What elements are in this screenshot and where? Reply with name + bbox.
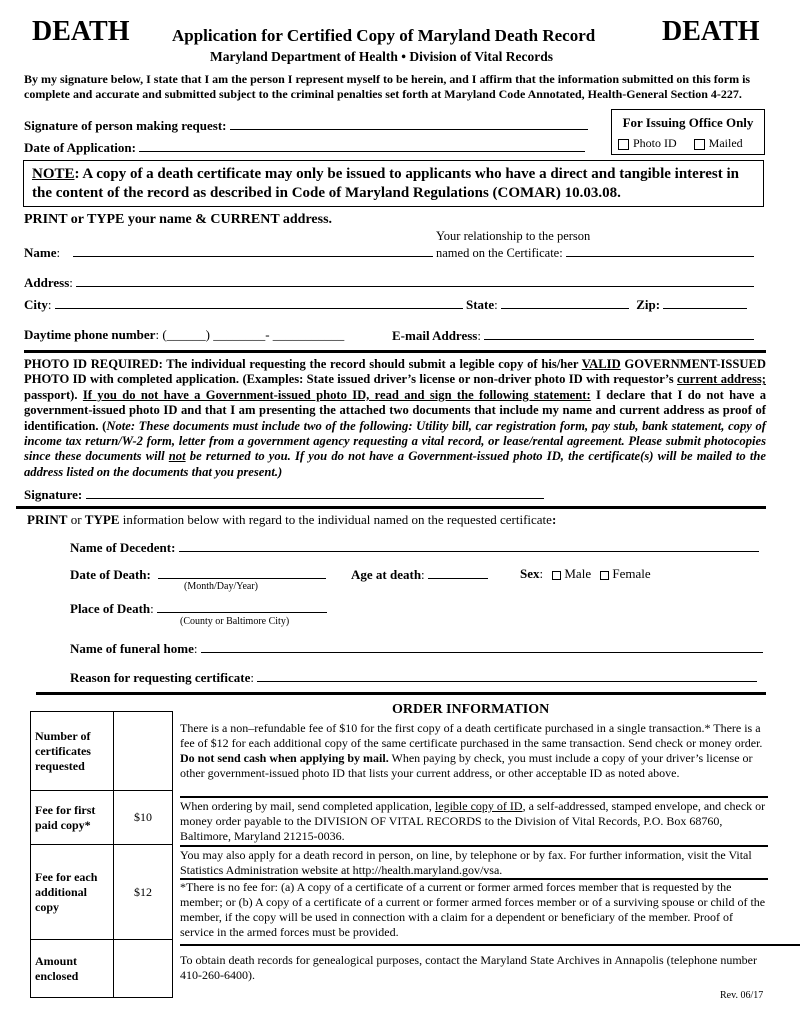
intro-print: PRINT xyxy=(27,512,68,527)
email-row: E-mail Address: xyxy=(392,327,754,344)
sex-label: Sex xyxy=(520,566,540,581)
office-box-options xyxy=(612,136,764,151)
note-box xyxy=(23,160,764,207)
female-label: Female xyxy=(612,566,651,581)
note-text: : A copy of a death certificate may only be issued to applicants who have a direct and tangible interest in the content of the record as described in Code of Maryland Regulations (COMAR) 10.03.08. xyxy=(32,166,739,201)
relationship-field[interactable] xyxy=(566,244,754,257)
decedent-name-field[interactable] xyxy=(179,539,759,552)
divider-bottom xyxy=(36,692,766,695)
request-signature-row xyxy=(24,117,588,134)
note-lead: NOTE xyxy=(32,166,75,182)
declaration-text: By my signature below, I state that I am the person I represent myself to be herein, and I affirm that the information submitted on this form is complete and accurate and submitted subject to the criminal penalties set forth at Maryland Code Annotated, Health-General Section 4-227. xyxy=(24,72,751,101)
order-rule-2 xyxy=(180,845,768,847)
city-label: City xyxy=(24,297,48,312)
photo-id-p1: PHOTO ID REQUIRED: The individual requesting the record should submit a legible copy of his/her xyxy=(24,357,582,371)
phone-label: Daytime phone number xyxy=(24,327,156,342)
header-right-word: DEATH xyxy=(662,16,760,47)
age-label: Age at death xyxy=(351,567,422,582)
decedent-name-label: Name of Decedent: xyxy=(70,540,176,555)
order-text-1b: Do not send cash when applying by mail. xyxy=(180,751,389,765)
funeral-home-label: Name of funeral home xyxy=(70,641,194,656)
photo-id-p2: GOVERNMENT-ISSUED PHOTO ID with completed application. (Examples: State issued driver’s license or non-driver photo ID with requestor’s xyxy=(24,357,766,387)
photo-id-note2: be returned to you. If you do not have a Government-issued photo ID, the certificate(s) will be mailed to the address listed on the documents that you present.) xyxy=(24,449,766,479)
male-checkbox[interactable] xyxy=(552,571,561,580)
place-of-death-row: Place of Death: xyxy=(70,600,327,617)
decedent-intro xyxy=(27,512,556,528)
state-field[interactable] xyxy=(501,296,629,309)
order-text-3: You may also apply for a death record in person, on line, by telephone or by fax. For further information, visit the Vital Statistics Administration website at http://health.maryland.gov/vsa. xyxy=(180,848,752,877)
mailed-checkbox[interactable] xyxy=(694,139,705,150)
bullet-separator: • xyxy=(401,49,406,64)
city-field[interactable] xyxy=(55,296,463,309)
place-of-death-hint: (County or Baltimore City) xyxy=(180,616,290,627)
female-checkbox[interactable] xyxy=(600,571,609,580)
phone-field[interactable]: : (______) ________- ___________ xyxy=(155,327,345,342)
funeral-home-field[interactable] xyxy=(201,640,763,653)
reason-label: Reason for requesting certificate xyxy=(70,670,251,685)
decedent-name-row xyxy=(70,539,759,556)
email-field[interactable] xyxy=(484,327,754,340)
revision-label: Rev. 06/17 xyxy=(720,990,764,1001)
age-field[interactable] xyxy=(428,566,488,579)
name-label: Name xyxy=(24,245,57,260)
subtitle-dept: Maryland Department of Health xyxy=(210,49,398,64)
application-date-field[interactable] xyxy=(139,139,585,152)
mailed-label: Mailed xyxy=(708,136,743,150)
order-row-label: Amount enclosed xyxy=(31,940,114,998)
issuing-office-box xyxy=(611,109,765,155)
sex-row: Sex: Male Female xyxy=(520,566,651,581)
request-signature-label: Signature of person making request: xyxy=(24,118,227,133)
address-label: Address xyxy=(24,275,70,290)
photo-id-note1: Note: These documents must include two of the following: Utility bill, car registration form, pay stub, bank statement, copy of income tax return/W-2 form, letter from a government agency requesting a vital record, or lease/rental agreement. Please submit photocopies since these documents will xyxy=(24,418,766,464)
divider-middle xyxy=(16,506,766,509)
order-row-value[interactable] xyxy=(114,940,173,998)
order-row-label: Fee for each additional copy xyxy=(31,845,114,940)
photo-id-paragraph xyxy=(24,357,766,480)
reason-field[interactable] xyxy=(257,669,757,682)
order-text-5: To obtain death records for genealogical purposes, contact the Maryland State Archives in Annapolis (telephone number 410-260-6400). xyxy=(180,953,757,982)
intro-rest: information below with regard to the individual named on the requested certificate xyxy=(119,512,552,527)
photo-id-label: Photo ID xyxy=(633,136,677,150)
order-row-label: Number of certificates requested xyxy=(31,712,114,791)
application-date-row xyxy=(24,139,585,156)
request-signature-field[interactable] xyxy=(230,117,588,130)
state-label: State xyxy=(465,297,495,312)
zip-label: Zip: xyxy=(636,297,661,312)
relationship-line1: Your relationship to the person xyxy=(436,229,591,243)
order-table xyxy=(30,711,173,998)
order-row-value: $12 xyxy=(114,845,173,940)
subtitle-division: Division of Vital Records xyxy=(409,49,553,64)
name-row: Name: xyxy=(24,244,433,261)
header-left-word: DEATH xyxy=(32,16,130,47)
relationship-line2-row xyxy=(436,244,754,261)
order-text-1a: There is a non–refundable fee of $10 for the first copy of a death certificate purchased in a single transaction.* There is a fee of $12 for each additional copy of the same certificate purchased in the same transaction. Send check or money order. xyxy=(180,721,763,750)
photo-id-checkbox[interactable] xyxy=(618,139,629,150)
place-of-death-field[interactable] xyxy=(157,600,327,613)
order-text-2 xyxy=(180,799,767,844)
photo-id-p3: passport). xyxy=(24,387,83,402)
photo-id-signature-field[interactable] xyxy=(86,486,544,499)
order-text-2c: , a self-addressed, stamped envelope, and check or money order payable to the DIVISION OF VITAL RECORDS to the Division of Vital Records, P.O. Box 68760, Baltimore, Maryland 21215-0036. xyxy=(180,799,766,843)
order-text-2a: When ordering by mail, send completed application, xyxy=(180,799,435,813)
photo-id-not: not xyxy=(168,449,186,464)
address-row: Address: xyxy=(24,274,754,291)
zip-field[interactable] xyxy=(663,296,747,309)
order-text-1 xyxy=(180,721,767,781)
office-box-title: For Issuing Office Only xyxy=(622,115,754,130)
order-title: ORDER INFORMATION xyxy=(392,702,550,717)
order-rule-4 xyxy=(180,944,800,946)
intro-or: or xyxy=(67,512,85,527)
age-row: Age at death: xyxy=(351,566,488,583)
photo-id-signature-label: Signature: xyxy=(24,487,83,502)
photo-id-p4: I declare that I do not have a government-issued photo ID and that I am presenting the attached two documents that include my name and current address as proof of identification. ( xyxy=(24,387,766,433)
email-label: E-mail Address xyxy=(392,328,478,343)
city-row: City: State: Zip: xyxy=(24,296,747,313)
intro-colon: : xyxy=(551,512,557,527)
photo-id-signature-row xyxy=(24,486,544,503)
order-text-4: *There is no fee for: (a) A copy of a certificate of a current or former armed forces member that is requested by the member; or (b) A copy of a certificate of a current or former armed forces member or of a surviving spouse or child of the member, if the copy will be used in connection with a claim for a dependent or beneficiary of the member. Proof of service in the armed forces must be provided. xyxy=(180,880,766,939)
form-subtitle xyxy=(210,49,553,65)
name-field[interactable] xyxy=(73,244,433,257)
date-of-death-hint: (Month/Day/Year) xyxy=(184,581,258,592)
phone-row xyxy=(24,327,344,343)
address-field[interactable] xyxy=(76,274,754,287)
funeral-home-row: Name of funeral home: xyxy=(70,640,763,657)
place-of-death-label: Place of Death xyxy=(70,601,151,616)
date-of-death-field[interactable] xyxy=(158,566,326,579)
photo-id-current-address: current address; xyxy=(677,372,766,387)
order-row-value: $10 xyxy=(114,791,173,845)
order-rule-1 xyxy=(180,796,768,798)
divider-top xyxy=(24,350,766,353)
photo-id-statement: If you do not have a Government-issued photo ID, read and sign the following statement: xyxy=(82,387,591,402)
requester-heading: PRINT or TYPE your name & CURRENT address. xyxy=(24,212,333,227)
relationship-line2: named on the Certificate: xyxy=(436,246,563,260)
male-label: Male xyxy=(564,566,592,581)
order-text-2b: legible copy of ID xyxy=(434,799,523,813)
relationship-label xyxy=(436,229,754,261)
order-row-value[interactable] xyxy=(114,712,173,791)
order-text-1c: When paying by check, you must include a copy of your driver’s license or other government-issued photo ID that lists your current address, or other acceptable ID as noted above. xyxy=(180,751,753,780)
order-row-label: Fee for first paid copy* xyxy=(31,791,114,845)
application-date-label: Date of Application: xyxy=(24,140,136,155)
intro-type: TYPE xyxy=(84,512,120,527)
photo-id-valid: VALID xyxy=(581,357,621,371)
reason-row: Reason for requesting certificate: xyxy=(70,669,757,686)
form-title: Application for Certified Copy of Maryland Death Record xyxy=(172,26,596,45)
date-of-death-label: Date of Death: xyxy=(70,567,151,582)
